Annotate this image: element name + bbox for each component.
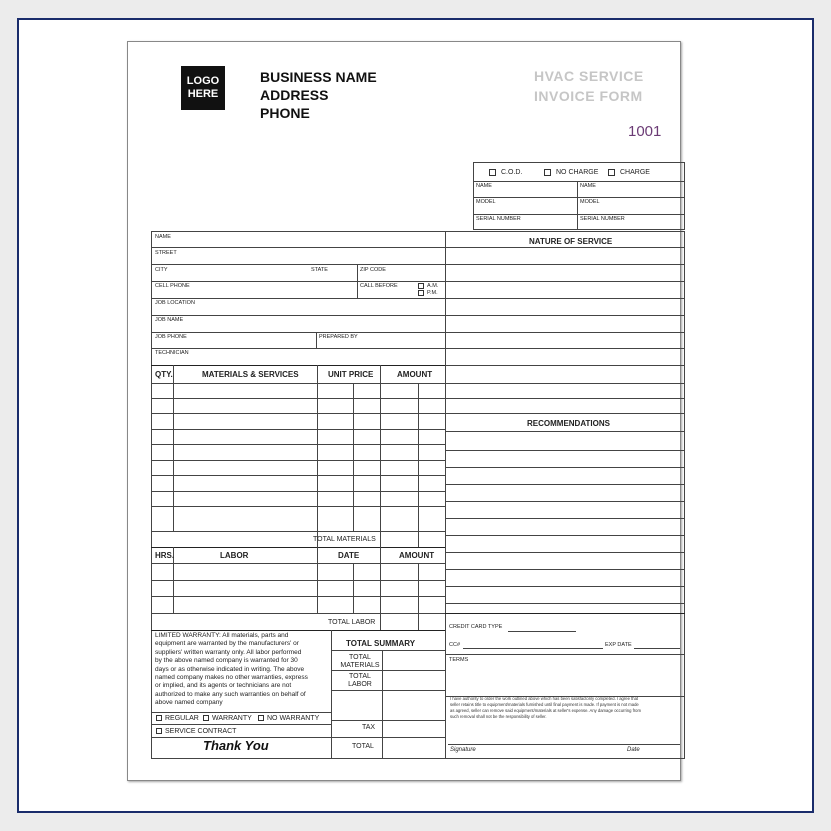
thank-you-text: Thank You xyxy=(203,738,269,753)
state-label: STATE xyxy=(311,267,328,273)
pm-checkbox[interactable] xyxy=(418,290,424,296)
cod-checkbox[interactable] xyxy=(489,169,496,176)
labor-amount-header: AMOUNT xyxy=(399,551,435,560)
materials-header: MATERIALS & SERVICES xyxy=(202,370,299,379)
warranty-line: equipment are warranted by the manufacturers' or xyxy=(155,640,299,648)
zip-code-label: ZIP CODE xyxy=(360,267,386,273)
labor-header: LABOR xyxy=(220,551,249,560)
authorization-line: seller retains title to equipment/materials furnished until final payment is made. If payment is not made xyxy=(450,702,639,707)
nature-of-service-label: NATURE OF SERVICE xyxy=(529,237,613,246)
warranty-line: authorized to make any such warranties on behalf of xyxy=(155,690,306,698)
credit-card-type-line[interactable] xyxy=(508,631,576,632)
form-title xyxy=(534,66,644,106)
street-label: STREET xyxy=(155,250,177,256)
logo-line2: HERE xyxy=(187,88,219,100)
signature-date-label: Date xyxy=(627,747,640,753)
business-address: ADDRESS xyxy=(260,87,329,103)
regular-checkbox[interactable] xyxy=(156,715,162,721)
no-warranty-label: NO WARRANTY xyxy=(267,715,320,722)
logo-line1: LOGO xyxy=(186,75,220,87)
signature-label: Signature xyxy=(450,747,476,753)
charge-checkbox[interactable] xyxy=(608,169,615,176)
date-header: DATE xyxy=(338,551,360,560)
job-location-label: JOB LOCATION xyxy=(155,300,195,306)
am-checkbox[interactable] xyxy=(418,283,424,289)
authorization-line: such removal shall not be the responsibility of seller. xyxy=(450,714,547,719)
call-before-label: CALL BEFORE xyxy=(360,283,398,289)
no-warranty-checkbox[interactable] xyxy=(258,715,264,721)
title-line1: HVAC SERVICE xyxy=(534,68,644,84)
qty-header: QTY. xyxy=(155,370,173,379)
summary-total-labor xyxy=(340,673,380,689)
service-contract-checkbox[interactable] xyxy=(156,728,162,734)
summary-total-materials xyxy=(340,654,380,670)
summary-total-label: TOTAL xyxy=(352,743,374,750)
job-phone-label: JOB PHONE xyxy=(155,334,187,340)
no-charge-checkbox[interactable] xyxy=(544,169,551,176)
service-contract-label: SERVICE CONTRACT xyxy=(165,728,237,735)
unit1-model-label: MODEL xyxy=(476,199,496,205)
exp-date-line[interactable] xyxy=(634,648,680,649)
total-materials-label: TOTAL MATERIALS xyxy=(313,536,376,543)
signature-line[interactable] xyxy=(448,744,680,745)
cc-number-label: CC# xyxy=(449,642,461,648)
summary-tax-label: TAX xyxy=(362,724,376,731)
credit-card-type-label: CREDIT CARD TYPE xyxy=(449,624,503,630)
amount-header: AMOUNT xyxy=(397,370,433,379)
title-line2: INVOICE FORM xyxy=(534,88,643,104)
cod-label: C.O.D. xyxy=(501,169,523,176)
invoice-number: 1001 xyxy=(628,123,662,140)
city-label: CITY xyxy=(155,267,168,273)
unit1-serial-label: SERIAL NUMBER xyxy=(476,216,521,222)
terms-label: TERMS xyxy=(449,657,469,663)
cc-number-line[interactable] xyxy=(463,648,603,649)
summary-total-materials-line2: MATERIALS xyxy=(340,662,380,669)
business-name: BUSINESS NAME xyxy=(260,69,377,85)
authorization-text xyxy=(450,696,682,720)
summary-total-labor-line2: LABOR xyxy=(348,681,372,688)
hrs-header: HRS. xyxy=(155,551,175,560)
recommendations-label: RECOMMENDATIONS xyxy=(527,419,610,428)
total-labor-label: TOTAL LABOR xyxy=(328,619,376,626)
authorization-line: as agreed, seller can remove said equipment/materials at seller's expense. Any damage occurring from xyxy=(450,708,641,713)
warranty-line: suppliers' written warranty only. All labor performed xyxy=(155,648,302,656)
regular-label: REGULAR xyxy=(165,715,199,722)
warranty-line: days or as otherwise indicated in writing. The above xyxy=(155,665,305,673)
exp-date-label: EXP DATE xyxy=(605,642,632,648)
charge-label: CHARGE xyxy=(620,169,650,176)
authorization-line: I have authority to order the work outlined above which has been satisfactorily completed. I agree that xyxy=(450,696,639,701)
warranty-line: named company makes no other warranties, express xyxy=(155,674,308,682)
warranty-checkbox[interactable] xyxy=(203,715,209,721)
warranty-label: WARRANTY xyxy=(212,715,252,722)
unit2-name-label: NAME xyxy=(580,183,596,189)
pm-label: P.M. xyxy=(427,290,438,296)
prepared-by-label: PREPARED BY xyxy=(319,334,358,340)
no-charge-label: NO CHARGE xyxy=(556,169,599,176)
invoice-sheet xyxy=(127,41,681,781)
total-summary-title: TOTAL SUMMARY xyxy=(346,639,416,648)
warranty-line: by the above named company is warranted for 30 xyxy=(155,657,298,665)
summary-total-materials-line1: TOTAL xyxy=(349,654,371,661)
unit2-serial-label: SERIAL NUMBER xyxy=(580,216,625,222)
job-name-label: JOB NAME xyxy=(155,317,184,323)
technician-label: TECHNICIAN xyxy=(155,350,189,356)
warranty-line: LIMITED WARRANTY: All materials, parts and xyxy=(155,632,289,639)
warranty-line: above named company xyxy=(155,699,223,707)
customer-name-label: NAME xyxy=(155,234,171,240)
limited-warranty-text xyxy=(155,632,331,708)
summary-total-labor-line1: TOTAL xyxy=(349,673,371,680)
am-label: A.M. xyxy=(427,283,439,289)
cell-phone-label: CELL PHONE xyxy=(155,283,190,289)
business-phone: PHONE xyxy=(260,105,310,121)
logo-placeholder xyxy=(181,66,225,110)
unit-price-header: UNIT PRICE xyxy=(328,370,374,379)
warranty-line: or implied, and its agents or technicians are not xyxy=(155,682,292,690)
unit1-name-label: NAME xyxy=(476,183,492,189)
unit2-model-label: MODEL xyxy=(580,199,600,205)
business-info xyxy=(260,68,377,122)
